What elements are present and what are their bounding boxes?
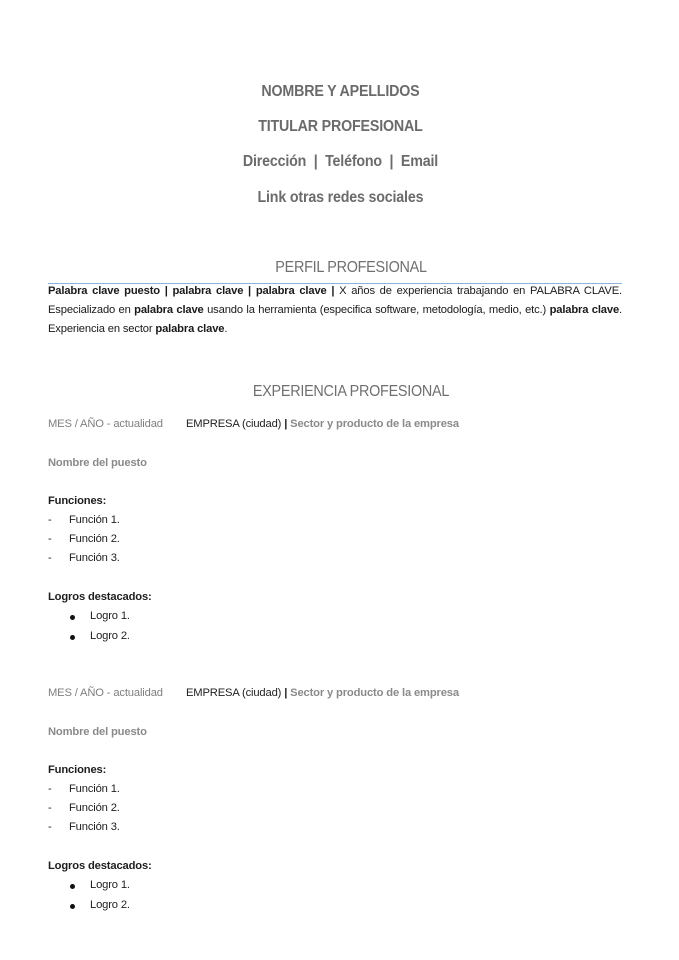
bullet-icon	[70, 884, 75, 889]
job-company: EMPRESA (ciudad)	[186, 418, 282, 430]
job-position: Nombre del puesto	[48, 726, 147, 738]
professional-title: TITULAR PROFESIONAL	[258, 118, 423, 135]
dash-icon: -	[48, 533, 52, 545]
profile-segment: Palabra clave puesto | palabra clave | palabra clave |	[48, 285, 335, 297]
profile-segment: usando la herramienta (especifica software, metodología, medio, etc.)	[203, 304, 550, 316]
dash-icon: -	[48, 802, 52, 814]
job-dates: MES / AÑO - actualidad	[48, 418, 163, 430]
job-company: EMPRESA (ciudad)	[186, 687, 282, 699]
job-separator: |	[284, 687, 288, 699]
achievement-item: Logro 1.	[90, 610, 130, 622]
profile-segment: palabra clave	[549, 304, 620, 316]
contact-info: Dirección | Teléfono | Email	[242, 153, 439, 170]
function-item: Función 3.	[69, 552, 120, 564]
function-item: Función 2.	[69, 533, 120, 545]
achievements-label: Logros destacados:	[48, 860, 152, 872]
functions-label: Funciones:	[48, 764, 107, 776]
job-dates: MES / AÑO - actualidad	[48, 687, 163, 699]
job-sector: Sector y producto de la empresa	[290, 687, 459, 699]
function-item: Función 1.	[69, 783, 120, 795]
profile-segment: palabra clave	[134, 304, 204, 316]
function-item: Función 2.	[69, 802, 120, 814]
bullet-icon	[70, 635, 75, 640]
function-item: Función 3.	[69, 821, 120, 833]
candidate-name: NOMBRE Y APELLIDOS	[261, 83, 420, 100]
achievement-item: Logro 2.	[90, 899, 130, 911]
social-links: Link otras redes sociales	[257, 189, 424, 206]
dash-icon: -	[48, 514, 52, 526]
bullet-icon	[70, 904, 75, 909]
job-sector: Sector y producto de la empresa	[290, 418, 459, 430]
achievement-item: Logro 1.	[90, 879, 130, 891]
bullet-icon	[70, 615, 75, 620]
profile-heading: PERFIL PROFESIONAL	[275, 259, 427, 276]
functions-label: Funciones:	[48, 495, 107, 507]
profile-summary	[48, 282, 622, 339]
experience-heading: EXPERIENCIA PROFESIONAL	[252, 383, 450, 400]
job-position: Nombre del puesto	[48, 457, 147, 469]
achievement-item: Logro 2.	[90, 630, 130, 642]
profile-segment: palabra clave	[155, 323, 225, 335]
profile-segment: . Experiencia en sector	[48, 304, 622, 335]
dash-icon: -	[48, 552, 52, 564]
job-company-line	[186, 687, 459, 699]
achievements-label: Logros destacados:	[48, 591, 152, 603]
function-item: Función 1.	[69, 514, 120, 526]
profile-segment: .	[224, 323, 228, 335]
job-separator: |	[284, 418, 288, 430]
job-company-line	[186, 418, 459, 430]
dash-icon: -	[48, 783, 52, 795]
profile-segment: X años de experiencia trabajando en PALABRA CLAVE. Especializado en	[48, 285, 622, 316]
dash-icon: -	[48, 821, 52, 833]
